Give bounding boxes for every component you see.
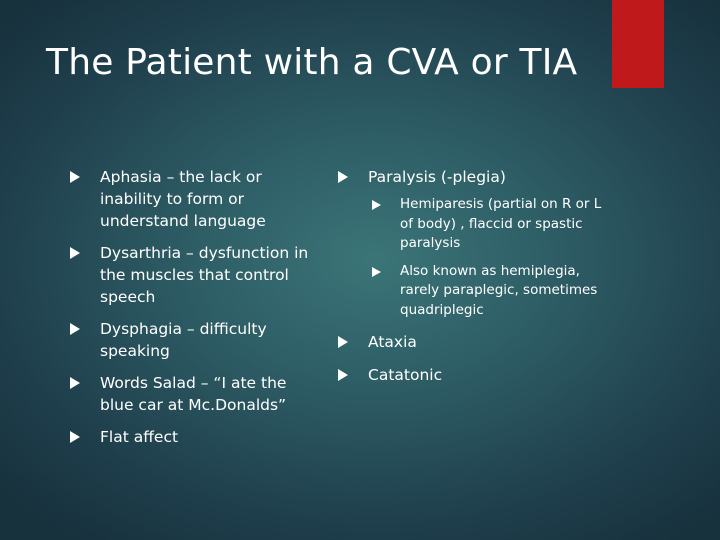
bullet-item-dysarthria — [70, 242, 320, 308]
slide-title: The Patient with a CVA or TIA — [46, 42, 578, 83]
bullet-item-word-salad — [70, 372, 320, 416]
bullet-arrow-icon — [70, 377, 80, 389]
bullet-text: Dysphagia – difficulty speaking — [100, 320, 267, 360]
bullet-arrow-icon — [338, 369, 348, 381]
sub-bullet-text: Hemiparesis (partial on R or L of body) , flaccid or spastic paralysis — [400, 196, 602, 251]
bullet-text: Paralysis (-plegia) — [368, 168, 506, 186]
right-bullet-list — [338, 166, 608, 386]
sub-bullet-hemiplegia — [338, 262, 608, 321]
bullet-item-ataxia — [338, 331, 608, 353]
bullet-text: Dysarthria – dysfunction in the muscles that control speech — [100, 244, 309, 306]
bullet-text: Aphasia – the lack or inability to form or understand language — [100, 168, 266, 230]
left-bullet-list — [70, 166, 320, 448]
bullet-text: Catatonic — [368, 366, 443, 384]
bullet-text: Flat affect — [100, 428, 179, 446]
bullet-arrow-icon — [338, 171, 348, 183]
bullet-arrow-icon — [338, 336, 348, 348]
red-accent-bar — [612, 0, 664, 88]
bullet-item-aphasia — [70, 166, 320, 232]
bullet-item-flat-affect — [70, 426, 320, 448]
bullet-arrow-icon — [70, 247, 80, 259]
sub-bullet-text: Also known as hemiplegia, rarely paraplegic, sometimes quadriplegic — [400, 262, 598, 318]
bullet-arrow-icon — [70, 323, 80, 335]
sub-bullet-arrow-icon — [372, 267, 381, 277]
bullet-item-paralysis — [338, 166, 608, 188]
bullet-arrow-icon — [70, 431, 80, 443]
bullet-item-catatonic — [338, 364, 608, 386]
bullet-item-dysphagia — [70, 318, 320, 362]
bullet-text: Words Salad – “I ate the blue car at Mc.Donalds” — [100, 374, 287, 414]
bullet-arrow-icon — [70, 171, 80, 183]
sub-bullet-hemiparesis — [338, 195, 608, 254]
bullet-text: Ataxia — [368, 333, 417, 351]
sub-bullet-arrow-icon — [372, 200, 381, 210]
